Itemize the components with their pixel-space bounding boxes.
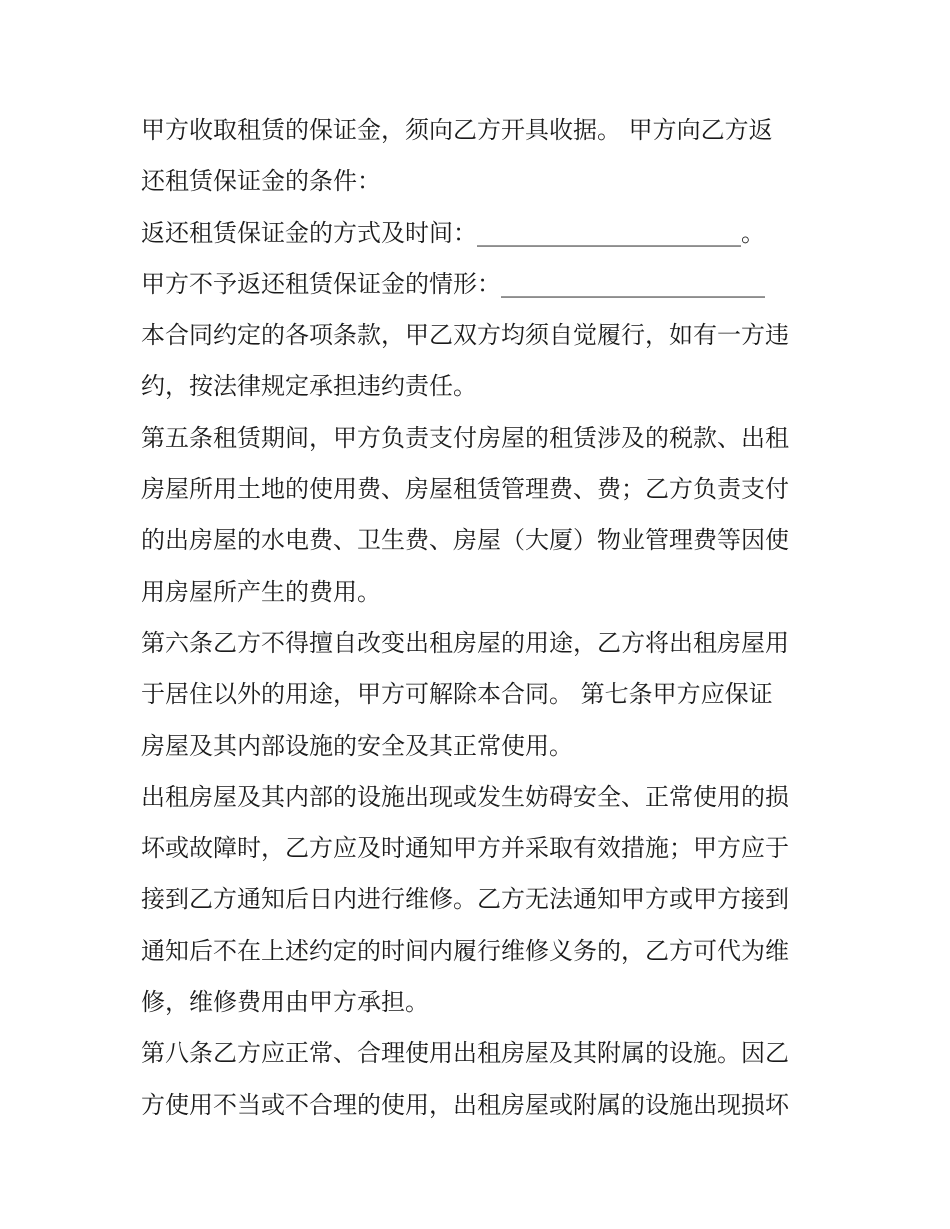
contract-text [141,108,813,1134]
text-line: 房屋及其内部设施的安全及其正常使用。 [141,731,573,760]
text-line: 的出房屋的水电费、卫生费、房屋（大厦）物业管理费等因使 [141,526,789,555]
text-line: 还租赁保证金的条件： [141,167,381,196]
text-line: 通知后不在上述约定的时间内履行维修义务的，乙方可代为维 [141,936,789,965]
text-line: 坏或故障时，乙方应及时通知甲方并采取有效措施；甲方应于 [141,834,789,863]
text-line: 甲方不予返还租赁保证金的情形：______________________ [141,269,765,298]
text-line: 第六条乙方不得擅自改变出租房屋的用途，乙方将出租房屋用 [141,628,789,657]
text-line: 出租房屋及其内部的设施出现或发生妨碍安全、正常使用的损 [141,782,789,811]
text-line: 第八条乙方应正常、合理使用出租房屋及其附属的设施。因乙 [141,1039,789,1068]
text-line: 甲方收取租赁的保证金，须向乙方开具收据。 甲方向乙方返 [141,116,773,144]
text-line: 方使用不当或不合理的使用，出租房屋或附属的设施出现损坏 [141,1090,789,1119]
text-line: 约，按法律规定承担违约责任。 [141,372,477,401]
text-line: 返还租赁保证金的方式及时间：______________________。 [141,218,765,247]
text-line: 修，维修费用由甲方承担。 [141,988,429,1017]
text-line: 第五条租赁期间，甲方负责支付房屋的租赁涉及的税款、出租 [141,423,789,452]
text-line: 于居住以外的用途，甲方可解除本合同。 第七条甲方应保证 [141,680,773,709]
text-line: 本合同约定的各项条款，甲乙双方均须自觉履行，如有一方违 [141,321,789,350]
text-line: 用房屋所产生的费用。 [141,577,381,606]
text-line: 接到乙方通知后日内进行维修。乙方无法通知甲方或甲方接到 [141,885,789,914]
text-line: 房屋所用土地的使用费、房屋租赁管理费、费；乙方负责支付 [141,475,789,504]
